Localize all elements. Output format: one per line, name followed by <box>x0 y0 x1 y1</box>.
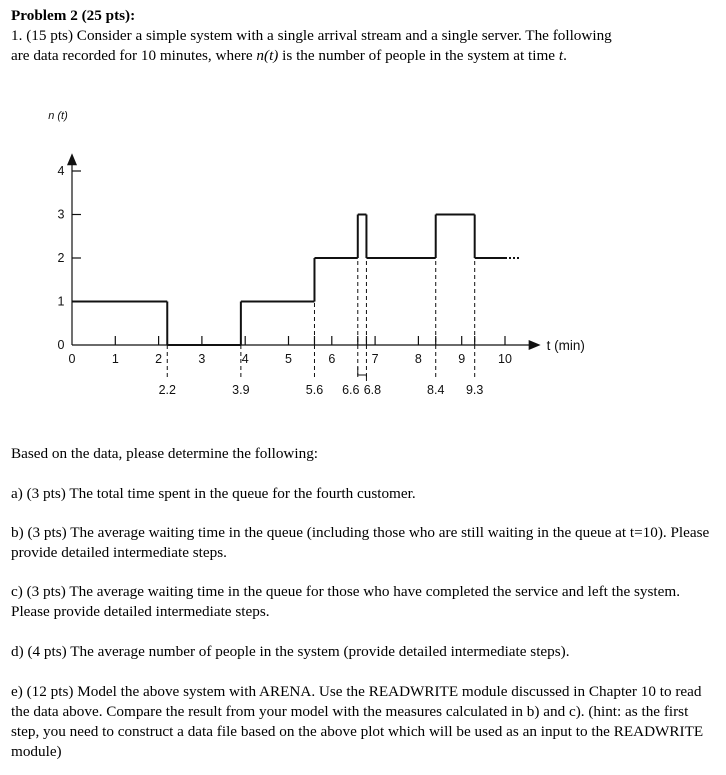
event-label: 9.3 <box>465 383 484 397</box>
questions-prompt: Based on the data, please determine the following: <box>11 445 319 462</box>
step-chart <box>0 95 726 415</box>
x-tick-label: 3 <box>198 352 206 366</box>
intro-t-symbol: t <box>558 47 564 64</box>
x-tick-label: 9 <box>458 352 466 366</box>
x-tick-label: 1 <box>111 352 119 366</box>
event-label: 6.6 <box>342 383 360 397</box>
problem-heading: Problem 2 (25 pts): <box>11 7 136 24</box>
chart-step-line <box>72 215 519 346</box>
event-label: 2.2 <box>158 383 176 397</box>
chart-axes <box>67 153 541 350</box>
x-tick-label: 2 <box>155 352 163 366</box>
x-tick-label: 6 <box>328 352 336 366</box>
question-c: c) (3 pts) The average waiting time in the queue for those who have completed the service and left the system. Please provide detailed intermediate steps. <box>11 583 681 620</box>
event-label: 5.6 <box>305 383 324 397</box>
x-tick-label: 4 <box>241 352 249 366</box>
question-e: e) (12 pts) Model the above system with ARENA. Use the READWRITE module discussed in Chapter 10 to read the data above. Compare the result from your model with the measures calculated in b) and c). (hint: as the first step, you need to construct a data file based on the above plot which will be used as an input to the READWRITE module) <box>11 683 704 760</box>
chart-dashed-guides <box>167 215 474 382</box>
intro-line-2-end: . <box>563 47 567 64</box>
y-axis-arrow <box>67 153 77 165</box>
x-axis-title: t (min) <box>546 338 585 353</box>
question-a: a) (3 pts) The total time spent in the queue for the fourth customer. <box>11 485 416 502</box>
intro-line-2-mid: is the number of people in the system at time <box>278 47 559 64</box>
x-tick-label: 7 <box>371 352 379 366</box>
intro-line-1: 1. (15 pts) Consider a simple system with a single arrival stream and a single server. The following <box>11 27 612 44</box>
event-bracket <box>358 367 367 381</box>
y-axis-title: n (t) <box>48 110 68 122</box>
question-d: d) (4 pts) The average number of people in the system (provide detailed intermediate steps). <box>11 643 570 660</box>
x-tick-label: 10 <box>498 352 512 366</box>
intro-nt-symbol: n(t) <box>256 47 279 64</box>
y-tick-label: 3 <box>57 207 65 222</box>
y-tick-label: 1 <box>57 294 65 309</box>
x-tick-label: 8 <box>414 352 422 366</box>
problem-intro <box>11 26 716 66</box>
x-axis-arrow <box>529 340 541 350</box>
x-tick-label: 5 <box>285 352 292 366</box>
intro-line-2-start: are data recorded for 10 minutes, where <box>11 47 257 64</box>
y-tick-label: 4 <box>57 164 65 178</box>
event-label: 3.9 <box>232 383 250 397</box>
chart-labels <box>48 110 585 397</box>
question-b: b) (3 pts) The average waiting time in the queue (including those who are still waiting in the queue at t=10). Please provide detailed intermediate steps. <box>11 524 710 561</box>
event-label: 8.4 <box>427 383 445 397</box>
x-tick-label: 0 <box>68 352 76 366</box>
event-label: 6.8 <box>363 383 382 397</box>
y-tick-label: 0 <box>57 338 65 352</box>
y-tick-label: 2 <box>57 251 65 265</box>
